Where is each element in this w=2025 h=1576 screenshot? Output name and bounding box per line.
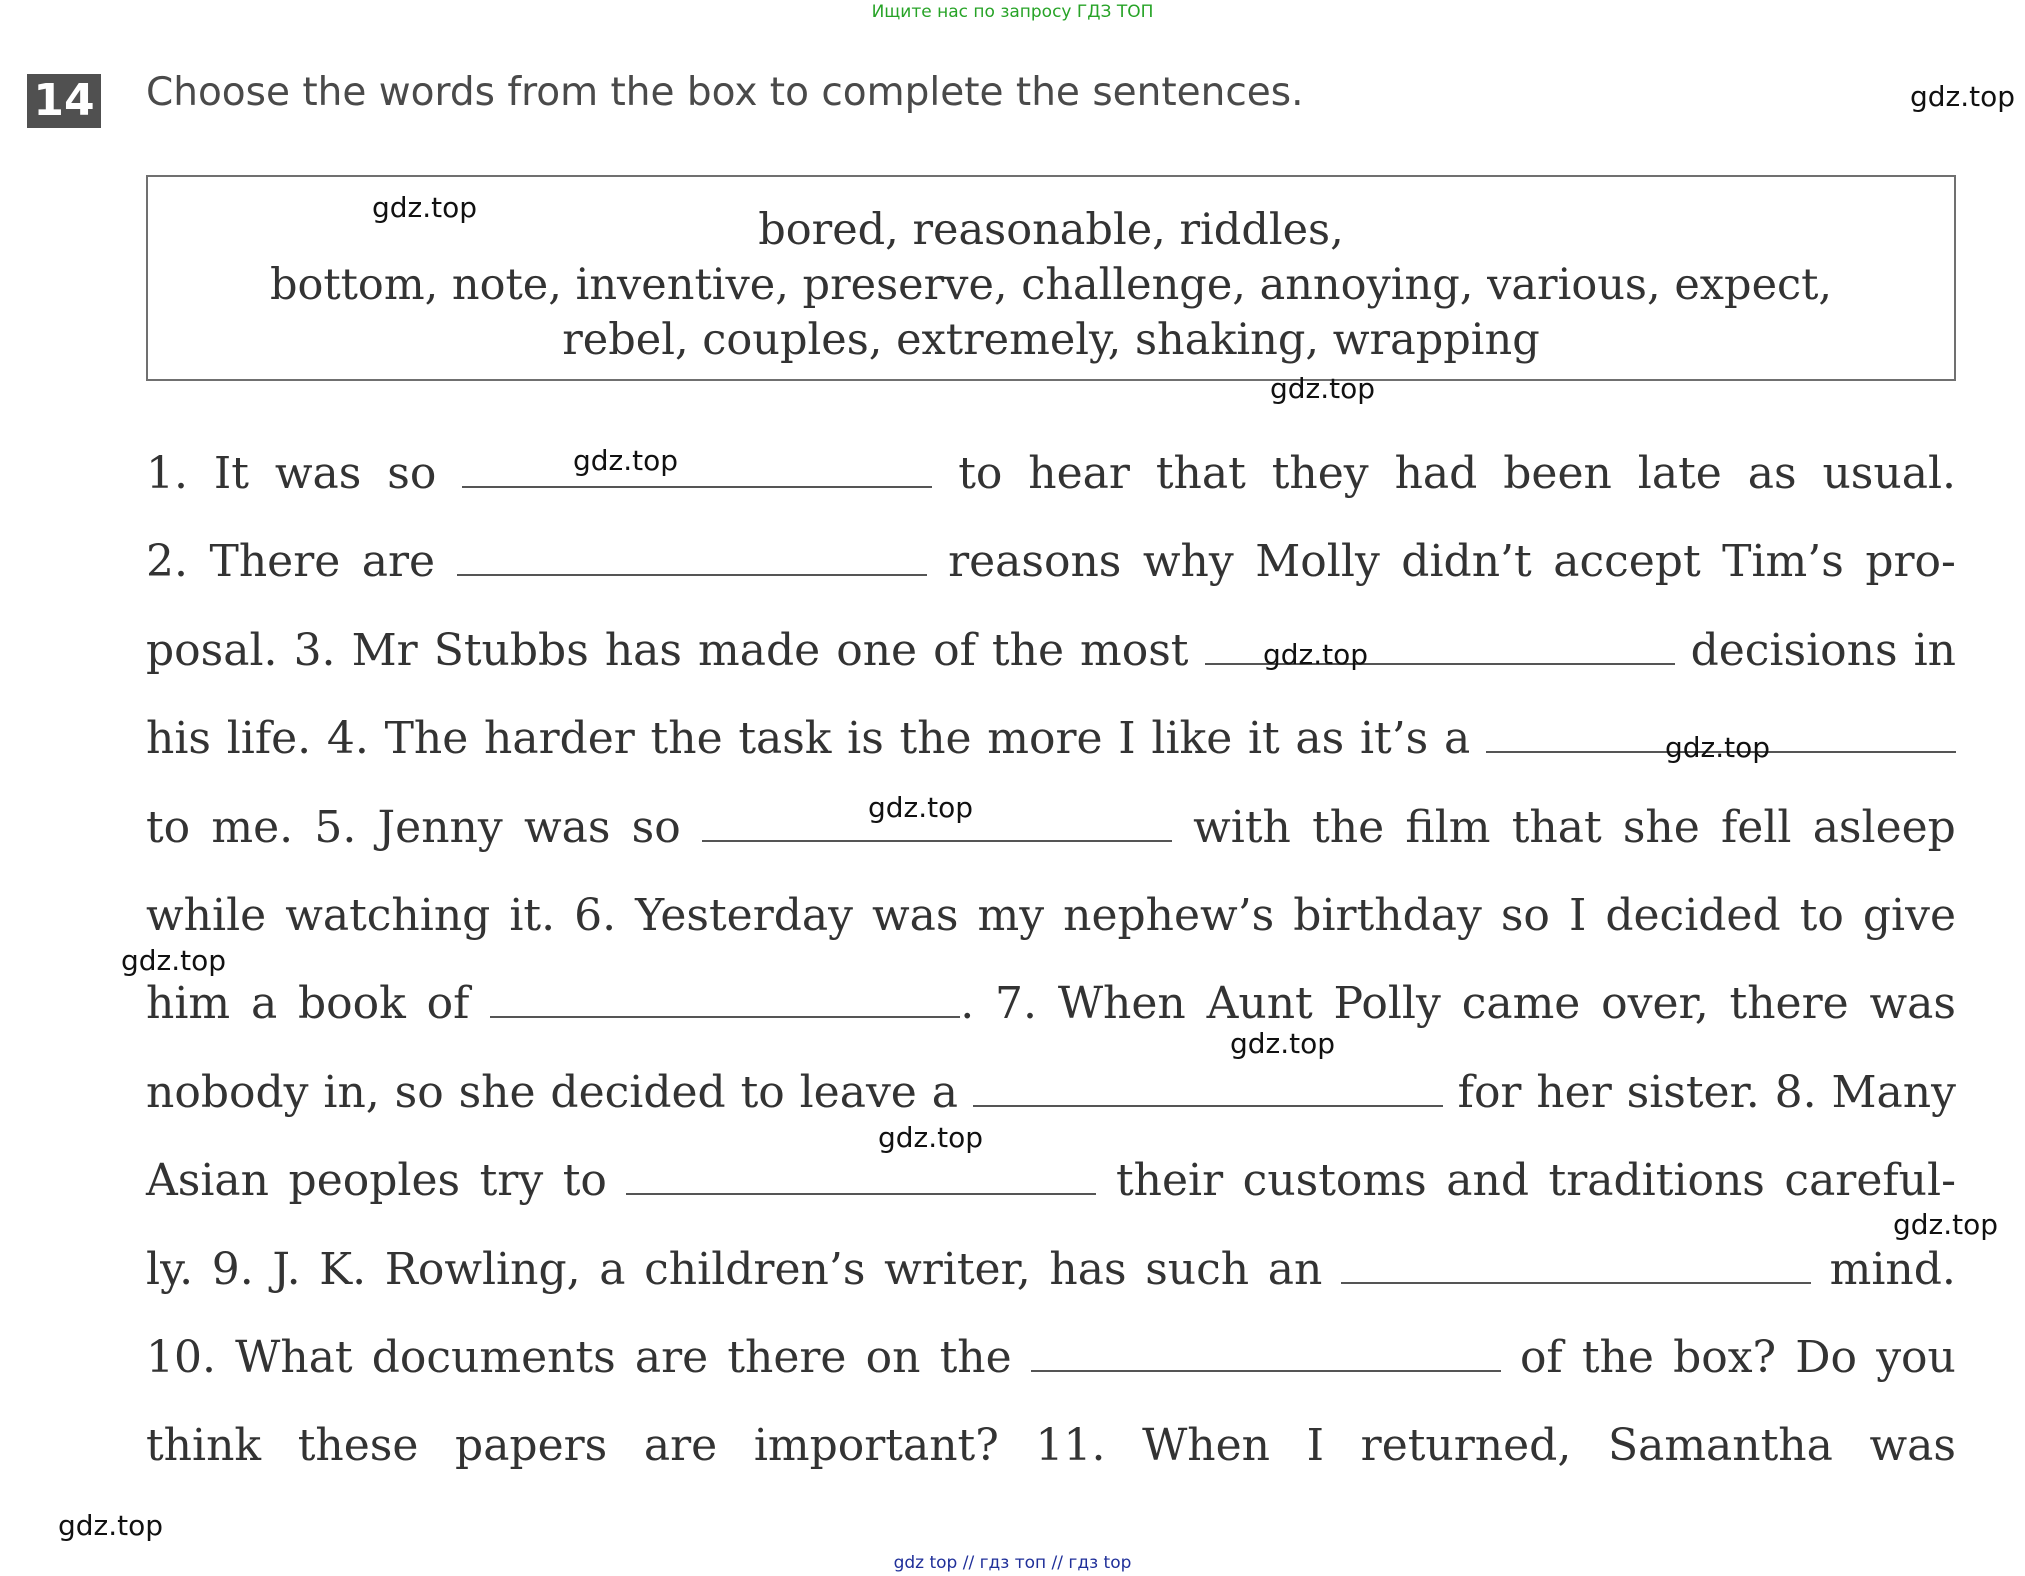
word: an (1267, 1243, 1323, 1295)
word: while (146, 889, 267, 941)
word: a (931, 1066, 958, 1118)
word: to (1799, 889, 1844, 941)
word: to (958, 448, 1003, 499)
word: most (1080, 624, 1189, 676)
word: documents (371, 1331, 616, 1383)
word: decided (550, 1066, 726, 1118)
word: she (458, 1066, 536, 1118)
word: has (1049, 1243, 1127, 1295)
word: to (146, 801, 191, 853)
word: the (1581, 1331, 1654, 1383)
watermark: gdz.top (573, 444, 679, 477)
word: in, (323, 1066, 380, 1118)
word: the (991, 624, 1064, 676)
word: 3. (293, 624, 336, 676)
word: ly. (146, 1243, 194, 1295)
word: me. (211, 801, 294, 853)
word: her (1536, 1066, 1612, 1118)
word: accept (1553, 536, 1701, 588)
word: one (836, 624, 918, 676)
word: has (604, 624, 682, 676)
word: late (1637, 448, 1722, 499)
word: Yesterday (635, 889, 853, 941)
exercise-number-badge: 14 (27, 74, 101, 128)
word: returned, (1360, 1420, 1572, 1472)
word: a (250, 978, 278, 1030)
word: over, (1601, 978, 1709, 1030)
word: careful- (1784, 1155, 1956, 1207)
watermark: gdz.top (121, 944, 227, 977)
word: Asian (146, 1155, 269, 1207)
word: The (384, 713, 469, 765)
word: book (298, 978, 406, 1030)
word: are (361, 536, 436, 588)
watermark: gdz.top (1270, 372, 1376, 405)
word: his (146, 713, 211, 765)
word: nobody (146, 1066, 309, 1118)
word: Polly (1333, 978, 1441, 1030)
sentence-line (146, 880, 1956, 968)
word: 9. (211, 1243, 254, 1295)
word: reasons (948, 536, 1122, 588)
word-box-line: rebel, couples, extremely, shaking, wrapping (562, 315, 1540, 365)
word: 7. (995, 978, 1038, 1030)
word: 4. (326, 713, 369, 765)
word: it’s (1359, 713, 1429, 765)
word: to (562, 1155, 607, 1207)
word: Jenny (377, 801, 503, 853)
word: Aunt (1206, 978, 1313, 1030)
answer-blank[interactable] (1031, 1326, 1501, 1372)
word: film (1405, 801, 1491, 853)
word: 2. There (146, 536, 341, 588)
word: I (1306, 1420, 1325, 1472)
word: so (387, 448, 437, 499)
sentence-line (146, 526, 1956, 614)
word: fell (1721, 801, 1792, 853)
word: are (634, 1331, 709, 1383)
watermark: gdz.top (372, 191, 478, 224)
sentence-line (146, 438, 1956, 526)
word: that (1155, 448, 1246, 499)
word: that (1511, 801, 1602, 853)
word: are (643, 1420, 718, 1472)
word-box-line: bottom, note, inventive, preserve, challenge, annoying, various, expect, (269, 260, 1833, 310)
word: it (1247, 713, 1280, 765)
word: traditions (1548, 1155, 1765, 1207)
sentence-line (146, 1322, 1956, 1410)
word: writer, (884, 1243, 1031, 1295)
word: to (740, 1066, 785, 1118)
word: there (1729, 978, 1849, 1030)
answer-blank[interactable] (457, 530, 927, 576)
word: mind. (1829, 1243, 1956, 1295)
watermark: gdz.top (1893, 1208, 1999, 1241)
word: 10. (146, 1331, 216, 1383)
word: made (698, 624, 821, 676)
word: came (1461, 978, 1581, 1030)
word: harder (484, 713, 635, 765)
word: give (1862, 889, 1956, 941)
word: posal. (146, 624, 278, 676)
word: 6. (574, 889, 617, 941)
word: I (1118, 713, 1136, 765)
word: so (1500, 889, 1550, 941)
sentence-line (146, 1145, 1956, 1233)
sentence-line (146, 1057, 1956, 1145)
watermark: gdz.top (878, 1121, 984, 1154)
word: it. (509, 889, 556, 941)
answer-blank[interactable] (626, 1149, 1096, 1195)
word: their (1115, 1155, 1224, 1207)
word: the (939, 1331, 1012, 1383)
word: in (1913, 624, 1956, 676)
word: Samantha (1607, 1420, 1833, 1472)
word: the (650, 713, 723, 765)
word: think (146, 1420, 262, 1472)
word: decided (1605, 889, 1781, 941)
word: you (1876, 1331, 1956, 1383)
word: of (933, 624, 976, 676)
word: why (1142, 536, 1234, 588)
word: watching (285, 889, 491, 941)
watermark: gdz.top (868, 791, 974, 824)
word: pro- (1865, 536, 1956, 588)
word: 5. (314, 801, 357, 853)
word: try (479, 1155, 544, 1207)
word: as (1295, 713, 1345, 765)
watermark: gdz.top (1910, 80, 2016, 113)
sentence-line (146, 1410, 1956, 1498)
word: with (1193, 801, 1291, 853)
word: she (1622, 801, 1700, 853)
word: my (977, 889, 1045, 941)
word: they (1271, 448, 1369, 499)
word: usual. (1822, 448, 1956, 499)
answer-blank[interactable] (1341, 1238, 1811, 1284)
word: 8. (1774, 1066, 1817, 1118)
word: there (727, 1331, 847, 1383)
word: hear (1028, 448, 1130, 499)
word: was (872, 889, 959, 941)
watermark: gdz.top (58, 1509, 164, 1542)
word: more (987, 713, 1103, 765)
word: was (523, 801, 611, 853)
word: nephew’s (1063, 889, 1275, 941)
sentence-line (146, 968, 1956, 1056)
word: important? (753, 1420, 999, 1472)
answer-blank[interactable] (490, 972, 960, 1018)
word: like (1151, 713, 1233, 765)
word: these (297, 1420, 419, 1472)
word: box? (1673, 1331, 1777, 1383)
word: task (738, 713, 832, 765)
top-banner[interactable]: Ищите нас по запросу ГДЗ ТОП (871, 2, 1154, 22)
word: When (1057, 978, 1186, 1030)
word: I (1568, 889, 1587, 941)
word: Rowling, (384, 1243, 581, 1295)
word: K. (319, 1243, 367, 1295)
word: Do (1795, 1331, 1858, 1383)
word: life. (226, 713, 312, 765)
word: and (1446, 1155, 1529, 1207)
sentence-line (146, 615, 1956, 703)
word: didn’t (1401, 536, 1532, 588)
word: 1. It (146, 448, 249, 499)
word: Tim’s (1722, 536, 1844, 588)
word: When (1142, 1420, 1271, 1472)
word: What (235, 1331, 353, 1383)
watermark: gdz.top (1230, 1027, 1336, 1060)
word: 11. (1035, 1420, 1106, 1472)
word: of (1519, 1331, 1563, 1383)
word: the (899, 713, 972, 765)
word: was (1869, 1420, 1956, 1472)
word: as (1747, 448, 1797, 499)
word: decisions (1690, 624, 1898, 676)
exercise-instruction: Choose the words from the box to complete the sentences. (146, 70, 1304, 115)
watermark: gdz.top (1263, 638, 1369, 671)
word: J. (272, 1243, 301, 1295)
word: . (960, 978, 975, 1030)
word: a (599, 1243, 626, 1295)
word: children’s (644, 1243, 866, 1295)
word: Many (1831, 1066, 1956, 1118)
word: a (1443, 713, 1471, 765)
word: on (865, 1331, 921, 1383)
word: such (1145, 1243, 1250, 1295)
word-box-line: bored, reasonable, riddles, (758, 205, 1344, 255)
word: is (847, 713, 884, 765)
word: Mr (351, 624, 418, 676)
sentences-text (146, 438, 1956, 1499)
sentence-line (146, 1234, 1956, 1322)
sentence-line (146, 792, 1956, 880)
word: so (394, 1066, 444, 1118)
word: customs (1242, 1155, 1427, 1207)
word: Stubbs (433, 624, 589, 676)
word: of (426, 978, 470, 1030)
footer-links[interactable]: gdz top // гдз топ // гдз top (893, 1553, 1132, 1573)
word: peoples (288, 1155, 461, 1207)
word: had (1394, 448, 1478, 499)
word: him (146, 978, 231, 1030)
word: the (1312, 801, 1385, 853)
word: asleep (1812, 801, 1956, 853)
word: been (1503, 448, 1612, 499)
answer-blank[interactable] (462, 442, 932, 488)
word: Molly (1255, 536, 1380, 588)
word: sister. (1626, 1066, 1760, 1118)
word: papers (455, 1420, 608, 1472)
word: for (1457, 1066, 1522, 1118)
word: so (631, 801, 681, 853)
watermark: gdz.top (1665, 731, 1771, 764)
word: was (1869, 978, 1956, 1030)
word: was (274, 448, 362, 499)
answer-blank[interactable] (973, 1061, 1443, 1107)
word: leave (799, 1066, 917, 1118)
word: birthday (1293, 889, 1482, 941)
